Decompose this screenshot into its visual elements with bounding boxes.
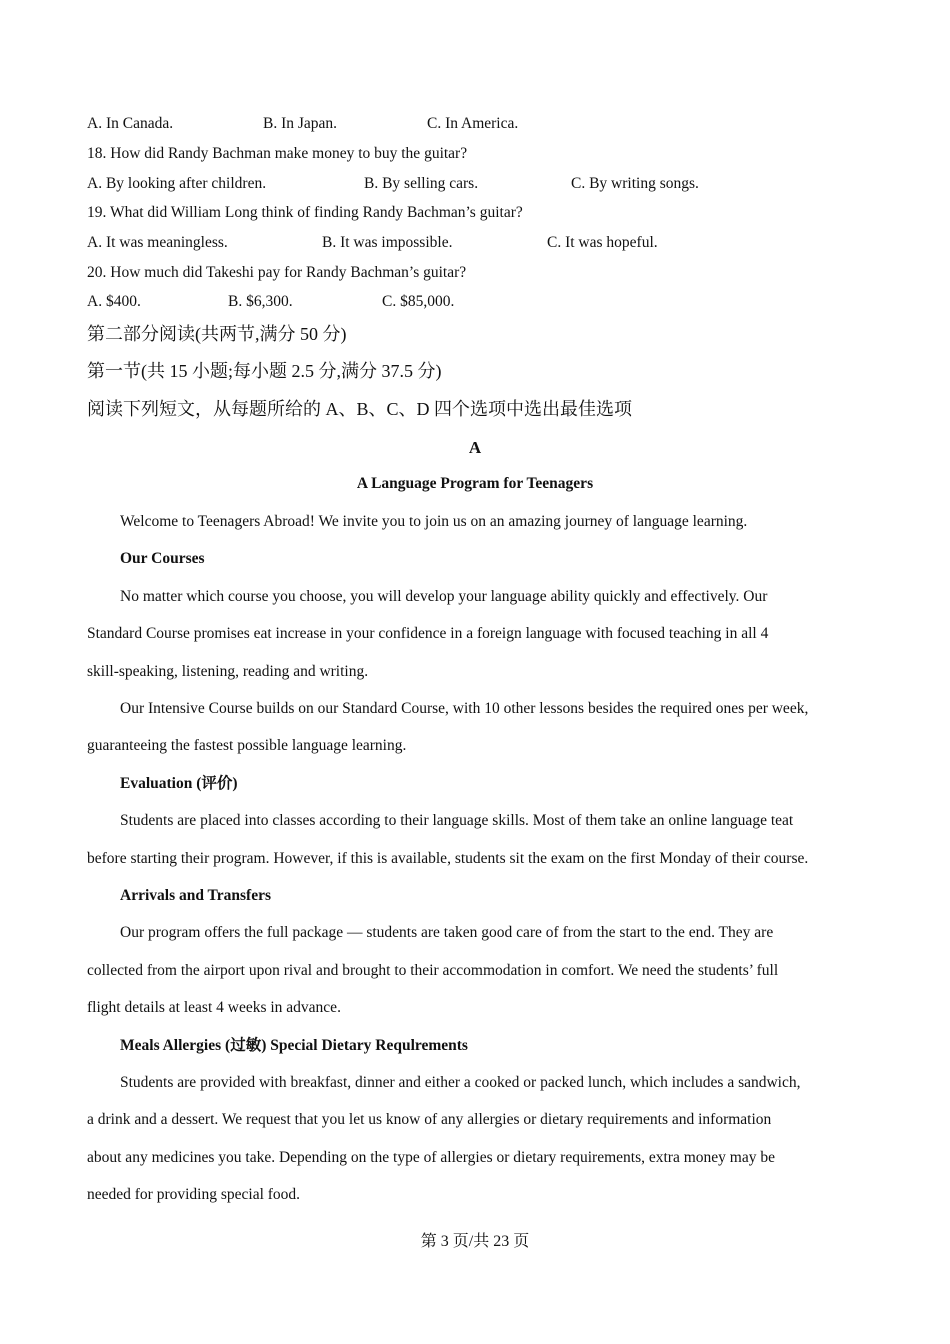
option-b: B. It was impossible. bbox=[322, 234, 453, 251]
meals-heading: Meals Allergies (过敏) Special Dietary Requlrements bbox=[120, 1037, 468, 1054]
page-footer: 第 3 页/共 23 页 bbox=[420, 1233, 530, 1250]
courses-paragraph-line: Standard Course promises eat increase in your confidence in a foreign language with focused teaching in all 4 bbox=[87, 625, 769, 642]
option-b: B. By selling cars. bbox=[364, 175, 479, 192]
evaluation-heading: Evaluation (评价) bbox=[120, 775, 238, 792]
option-a: A. It was meaningless. bbox=[87, 234, 228, 251]
option-b: B. In Japan. bbox=[263, 115, 338, 132]
meals-paragraph-line: about any medicines you take. Depending on the type of allergies or dietary requirements, extra money may be bbox=[87, 1149, 775, 1166]
section-one-heading: 第一节(共 15 小题;每小题 2.5 分,满分 37.5 分) bbox=[87, 361, 442, 381]
intensive-paragraph-line: guaranteeing the fastest possible language learning. bbox=[87, 737, 407, 754]
courses-paragraph-line: No matter which course you choose, you will develop your language ability quickly and effectively. Our bbox=[120, 588, 768, 605]
question-18-stem: 18. How did Randy Bachman make money to buy the guitar? bbox=[87, 145, 468, 162]
evaluation-paragraph-line: before starting their program. However, if this is available, students sit the exam on the first Monday of their course. bbox=[87, 850, 809, 867]
intensive-paragraph-line: Our Intensive Course builds on our Standard Course, with 10 other lessons besides the required ones per week, bbox=[120, 700, 809, 717]
part-two-heading: 第二部分阅读(共两节,满分 50 分) bbox=[87, 324, 347, 344]
meals-paragraph-line: Students are provided with breakfast, dinner and either a cooked or packed lunch, which includes a sandwich, bbox=[120, 1074, 801, 1091]
meals-paragraph-line: needed for providing special food. bbox=[87, 1186, 301, 1203]
welcome-paragraph: Welcome to Teenagers Abroad! We invite you to join us on an amazing journey of language learning. bbox=[120, 513, 748, 530]
option-c: C. By writing songs. bbox=[571, 175, 699, 192]
arrivals-heading: Arrivals and Transfers bbox=[120, 887, 271, 904]
meals-paragraph-line: a drink and a dessert. We request that you let us know of any allergies or dietary requirements and information bbox=[87, 1111, 772, 1128]
passage-letter: A bbox=[468, 438, 482, 457]
reading-instruction: 阅读下列短文，从每题所给的 A、B、C、D 四个选项中选出最佳选项 bbox=[87, 399, 633, 419]
option-c: C. It was hopeful. bbox=[547, 234, 658, 251]
courses-paragraph-line: skill-speaking, listening, reading and writing. bbox=[87, 663, 369, 680]
option-a: A. $400. bbox=[87, 293, 141, 310]
courses-heading: Our Courses bbox=[120, 550, 205, 567]
option-c: C. In America. bbox=[427, 115, 519, 132]
arrivals-paragraph-line: Our program offers the full package — students are taken good care of from the start to the end. They are bbox=[120, 924, 774, 941]
arrivals-paragraph-line: flight details at least 4 weeks in advance. bbox=[87, 999, 341, 1016]
option-b: B. $6,300. bbox=[228, 293, 293, 310]
evaluation-paragraph-line: Students are placed into classes according to their language skills. Most of them take an online language teat bbox=[120, 812, 794, 829]
passage-title: A Language Program for Teenagers bbox=[356, 475, 594, 492]
option-a: A. By looking after children. bbox=[87, 175, 267, 192]
question-19-stem: 19. What did William Long think of finding Randy Bachman’s guitar? bbox=[87, 204, 523, 221]
question-20-stem: 20. How much did Takeshi pay for Randy Bachman’s guitar? bbox=[87, 264, 467, 281]
arrivals-paragraph-line: collected from the airport upon rival and brought to their accommodation in comfort. We need the students’ full bbox=[87, 962, 779, 979]
option-a: A. In Canada. bbox=[87, 115, 174, 132]
option-c: C. $85,000. bbox=[382, 293, 455, 310]
